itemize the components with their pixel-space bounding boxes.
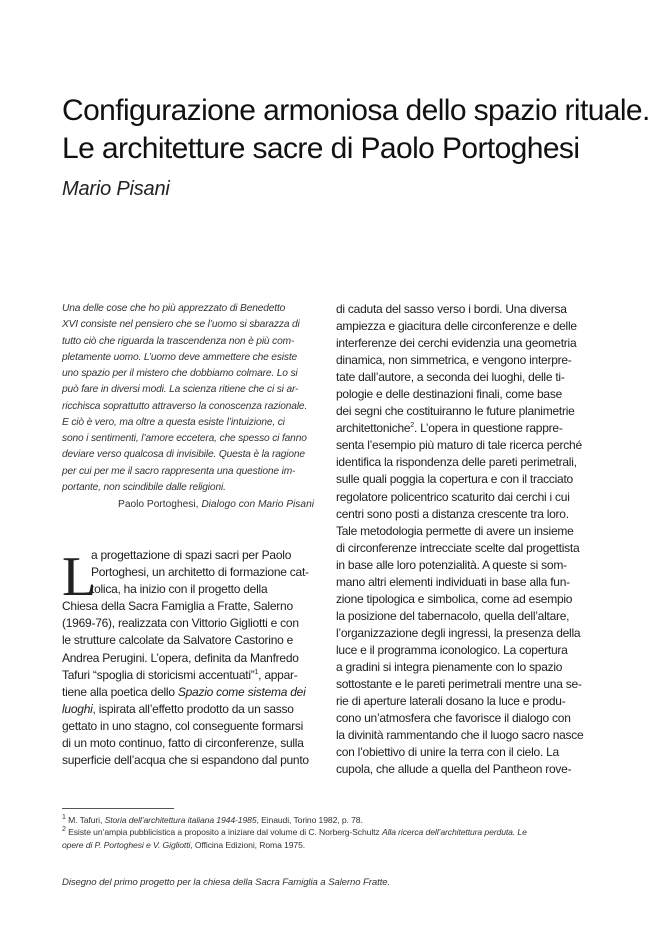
footnote-title: opere di P. Portoghesi e V. Gigliotti — [62, 839, 191, 850]
epigraph-line: pletamente uomo. L’uomo deve ammettere che esiste — [62, 351, 298, 363]
body-line: di caduta del sasso verso i bordi. Una diversa — [336, 302, 567, 316]
epigraph — [62, 301, 314, 513]
body-line: le strutture calcolate da Salvatore Castorino e — [62, 633, 294, 648]
body-line: Chiesa della Sacra Famiglia a Fratte, Salerno — [62, 599, 293, 614]
body-line: la divinità rammentando che il luogo sacro nasce — [336, 728, 584, 743]
body-text: , ispirata all’effetto prodotto da un sasso — [92, 701, 294, 716]
footnote-2 — [62, 826, 602, 838]
body-line: a progettazione di spazi sacri per Paolo — [91, 548, 292, 562]
body-text: architettoniche — [336, 421, 411, 436]
body-line: identifica la rispondenza delle pareti perimetrali, — [336, 455, 577, 470]
footnote-title: Storia dell’architettura italiana 1944-1985 — [104, 815, 257, 825]
body-line: tolica, ha inizio con il progetto della — [91, 582, 268, 597]
body-line: Andrea Perugini. L’opera, definita da Manfredo — [62, 650, 299, 665]
body-line: tate dall’autore, a seconda dei luoghi, delle ti- — [336, 370, 565, 385]
body-line — [62, 684, 314, 701]
body-line: sulle quali poggia la copertura e con il tracciato — [336, 472, 573, 487]
body-line — [62, 701, 314, 718]
footnote-2-cont — [62, 839, 602, 851]
body-line: rie di aperture laterali dosano la luce e produ- — [336, 694, 566, 709]
footnote-text: , Officina Edizioni, Roma 1975. — [190, 839, 306, 850]
body-line: di un moto continuo, fatto di circonferenze, sulla — [62, 736, 304, 751]
footnotes — [62, 814, 602, 851]
body-text: tiene alla poetica dello — [62, 684, 175, 699]
epigraph-line: sono i sentimenti, l’amore eccetera, che spesso ci fanno — [62, 433, 307, 444]
body-line: cono un’atmosfera che favorisce il dialogo con — [336, 711, 571, 726]
body-line: ampiezza e giacitura delle circonferenze e delle — [336, 319, 577, 334]
footnote-ref: 1 — [254, 668, 259, 676]
body-column-left — [62, 547, 314, 769]
body-line: dei segni che costituiranno le future planimetrie — [336, 404, 575, 419]
body-line: Tale metodologia permette di avere un insieme — [336, 523, 574, 538]
body-line: interferenze dei cerchi evidenzia una geometria — [336, 336, 577, 351]
body-line: con l’obiettivo di unire la terra con il cielo. La — [336, 745, 559, 760]
attribution-work: Dialogo con Mario Pisani — [201, 499, 314, 510]
body-line: in base alle loro potenzialità. A queste si som- — [336, 557, 567, 572]
epigraph-line: portante, non scindibile dalle religioni. — [62, 481, 226, 493]
body-line: centri sono posti a distanza crescente tra loro. — [336, 506, 569, 521]
footnote-text: M. Tafuri, — [68, 815, 103, 825]
author-name: Mario Pisani — [62, 178, 170, 200]
italic-term: Spazio come sistema dei — [177, 684, 306, 699]
figure-caption: Disegno del primo progetto per la chiesa della Sacra Famiglia a Salerno Fratte. — [62, 877, 391, 888]
footnote-ref: 2 — [410, 422, 414, 430]
body-line: (1969-76), realizzata con Vittorio Gigliotti e con — [62, 616, 299, 631]
body-line: sottostante e le pareti perimetrali mentre una se- — [336, 677, 582, 692]
body-text: Tafuri “spoglia di storicismi accentuati” — [62, 667, 255, 682]
body-line: cupola, che allude a quella del Pantheon rove- — [336, 762, 572, 777]
epigraph-line: può fare in diversi modi. La scienza ritiene che ci si ar- — [62, 384, 299, 396]
footnote-1 — [62, 814, 602, 826]
body-line: Portoghesi, un architetto di formazione cat- — [91, 565, 309, 580]
footnote-number: 2 — [62, 826, 66, 834]
body-line — [336, 420, 594, 437]
epigraph-line: uno spazio per il mistero che dobbiamo colmare. Lo si — [62, 368, 298, 379]
epigraph-line: XVI consiste nel pensiero che se l’uomo si sbarazza di — [62, 319, 300, 331]
attribution-name: Paolo Portoghesi, — [118, 499, 199, 510]
body-line: pologie e delle destinazioni finali, come base — [336, 387, 562, 402]
body-line: mano altri elementi individuati in base alla fun- — [336, 574, 570, 589]
title-line: Configurazione armoniosa dello spazio rituale. — [62, 94, 650, 127]
body-line: l’organizzazione degli ingressi, la presenza della — [336, 625, 581, 640]
footnote-text: Esiste un’ampia pubblicistica a proposito a iniziare dal volume di C. Norberg-Schultz — [68, 827, 380, 838]
body-line: dinamica, non simmetrica, e vengono interpre- — [336, 353, 572, 368]
italic-term: luoghi — [62, 701, 93, 716]
body-line: a gradini si integra pienamente con lo spazio — [336, 659, 563, 674]
body-line: luce e il programma iconologico. La copertura — [336, 642, 568, 657]
body-line: di circonferenze intrecciate scelte dal progettista — [336, 540, 580, 555]
body-line: zione tipologica e simbolica, come ad esempio — [336, 591, 573, 606]
body-line: gettato in uno stagno, col conseguente formarsi — [62, 718, 304, 733]
epigraph-line: deviare verso qualcosa di invisibile. Questa è la ragione — [62, 449, 305, 461]
epigraph-line: Una delle cose che ho più apprezzato di Benedetto — [62, 303, 286, 314]
body-line — [62, 667, 314, 684]
body-text: , appar- — [258, 667, 298, 682]
body-line: superficie dell’acqua che si espandono dal punto — [62, 753, 309, 768]
title-line: Le architetture sacre di Paolo Portoghesi — [62, 132, 580, 165]
drop-cap: L — [62, 546, 97, 608]
body-text: . L’opera in questione rappre- — [413, 421, 563, 436]
footnote-title: Alla ricerca dell’architettura perduta. Le — [381, 827, 527, 838]
epigraph-line: ricchisca soprattutto attraverso la conoscenza razionale. — [62, 400, 308, 412]
epigraph-attribution — [62, 497, 314, 513]
body-line: senta l’esempio più maturo di tale ricerca perché — [336, 438, 582, 453]
epigraph-line: per cui per me il sacro rappresenta una questione im- — [62, 465, 296, 477]
footnote-text: , Einaudi, Torino 1982, p. 78. — [256, 815, 363, 825]
epigraph-line: E ciò è vero, ma oltre a questa esiste l’intuizione, ci — [62, 416, 285, 428]
epigraph-line: tutto ciò che riguarda la trascendenza non è più com- — [62, 335, 295, 347]
footnote-number: 1 — [62, 814, 66, 822]
body-column-right — [336, 301, 594, 778]
article-title — [62, 92, 650, 168]
body-line: la posizione del tabernacolo, quella dell’altare, — [336, 608, 570, 623]
footnote-divider — [62, 808, 174, 809]
body-line: regolatore policentrico scaturito dai cerchi i cui — [336, 489, 570, 504]
